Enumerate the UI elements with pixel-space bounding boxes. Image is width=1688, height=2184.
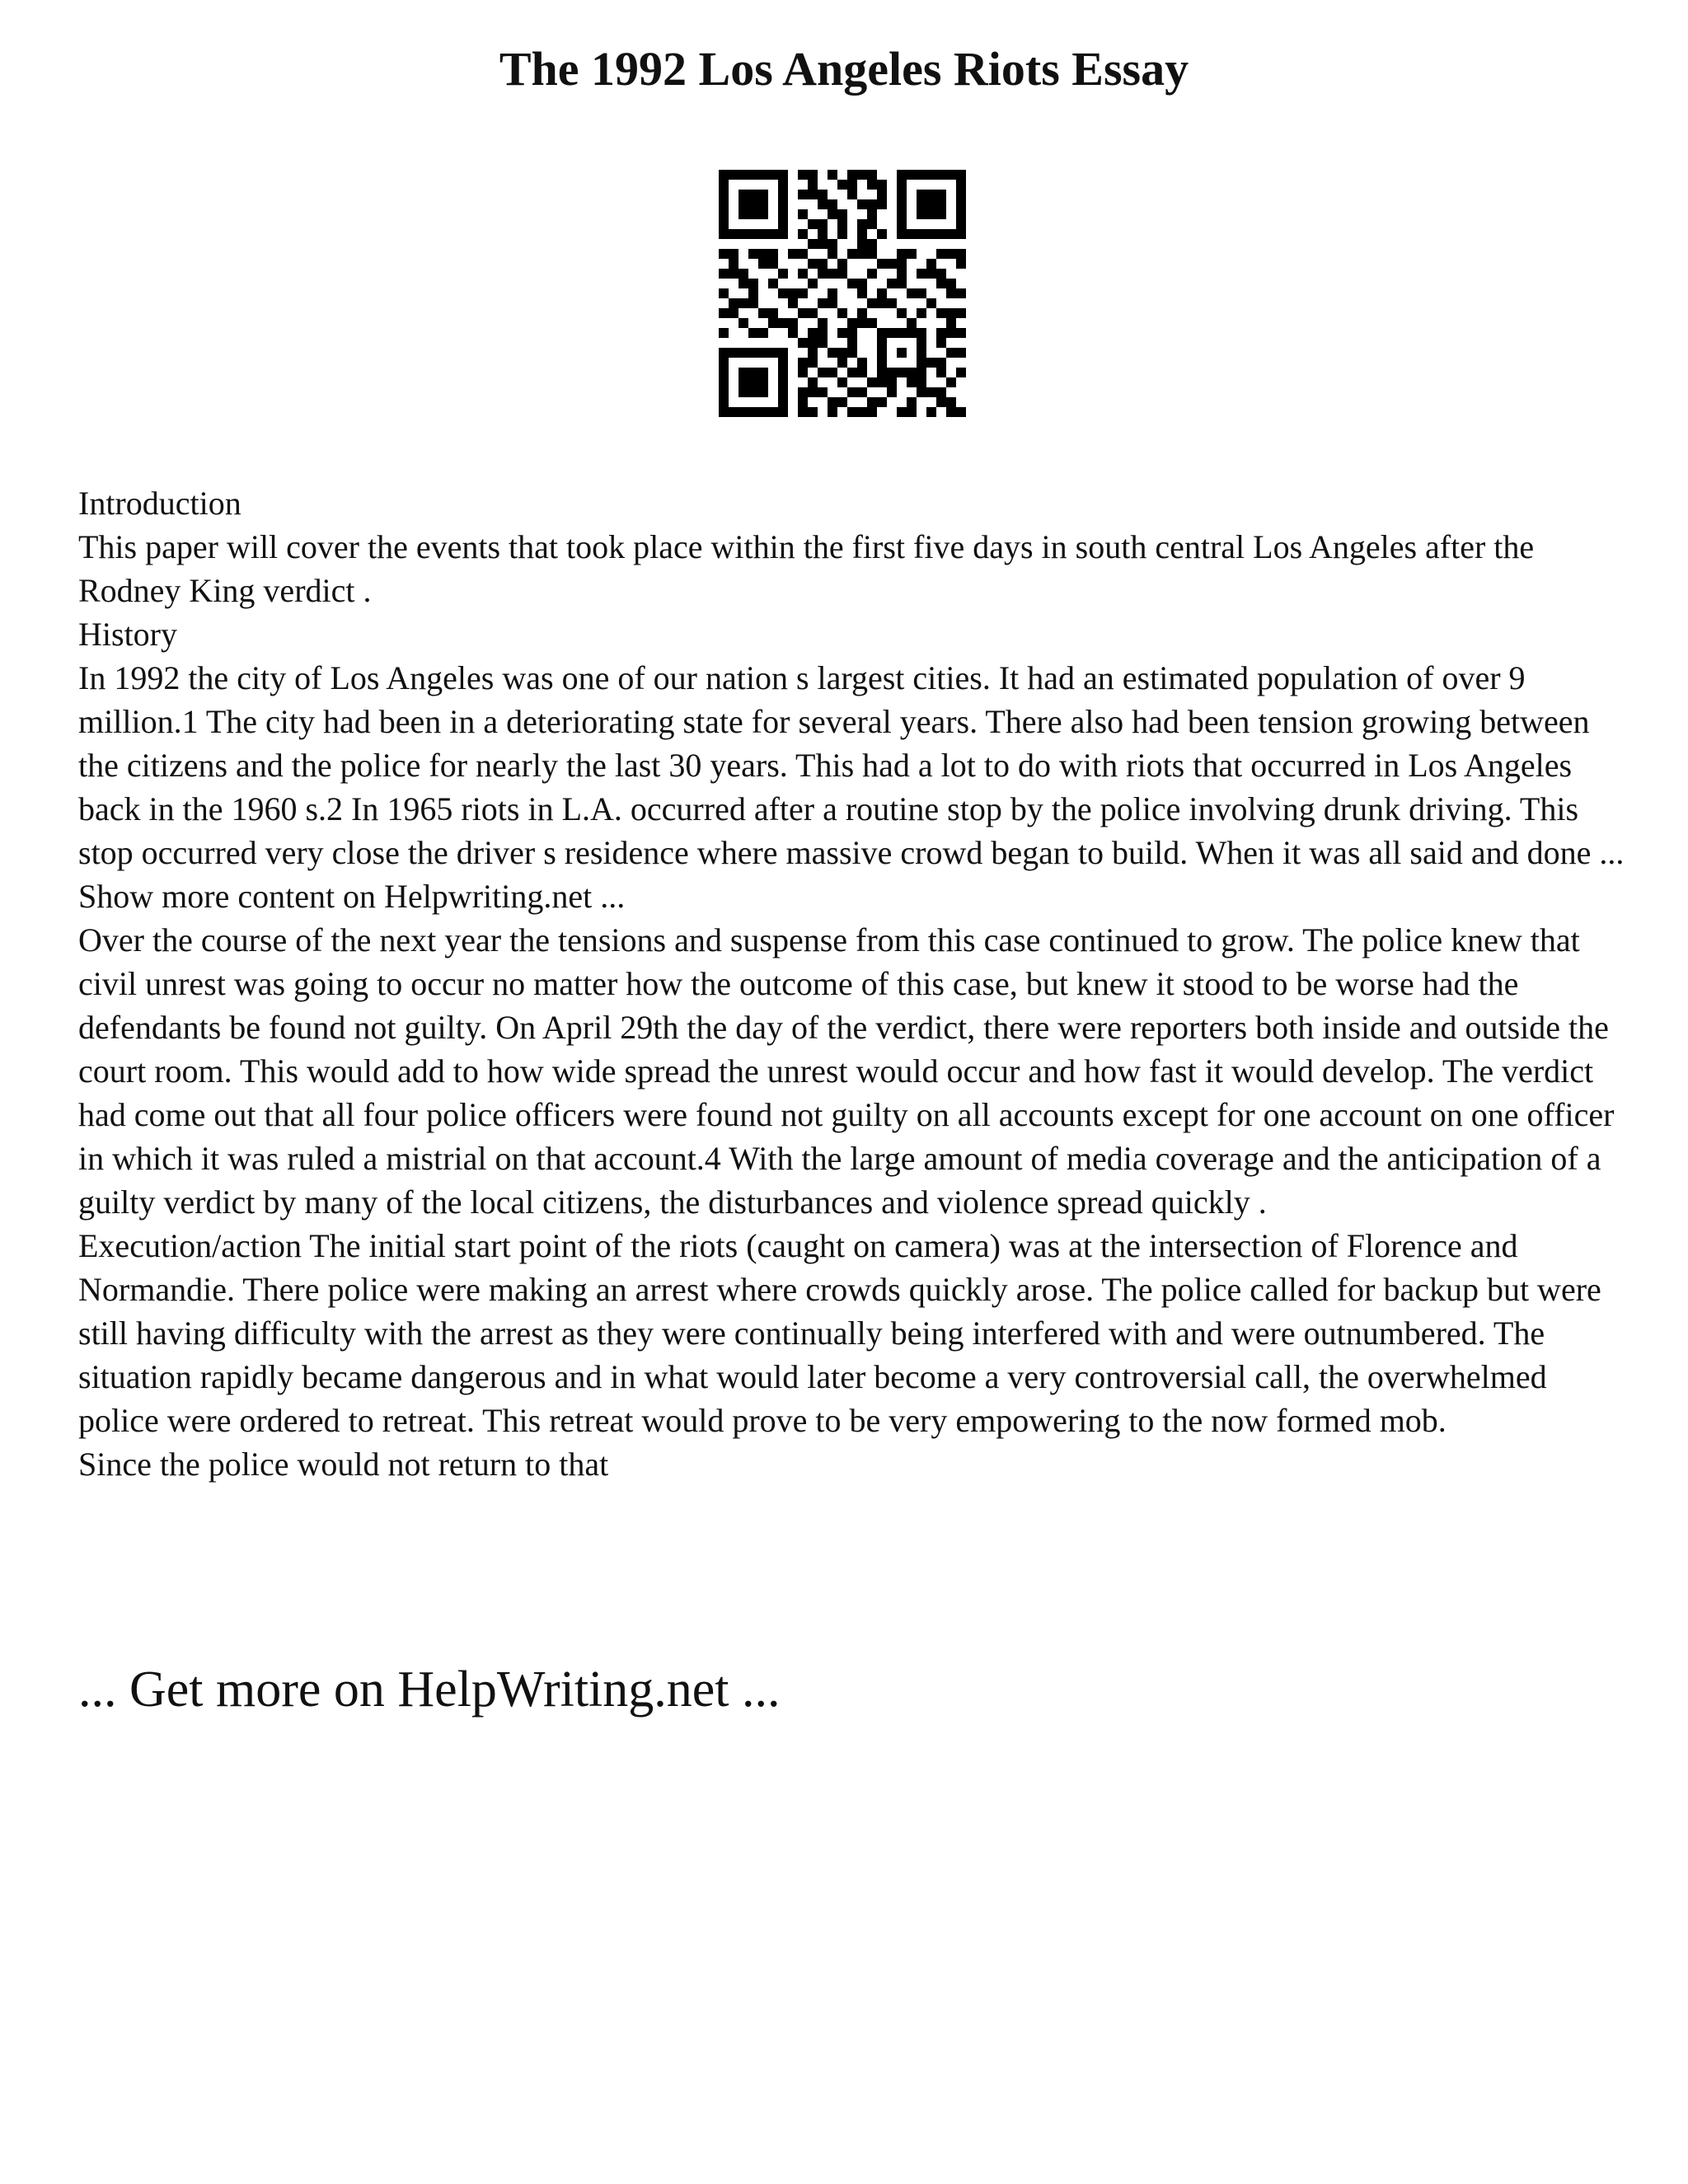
paragraph: Over the course of the next year the tensions and suspense from this case continued to grow. The police knew that civil unrest was going to occur no matter how the outcome of this case, but knew it stood to be worse had the defendants be found not guilty. On April 29th the day of the verdict, there were reporters both inside and outside the court room. This would add to how wide spread the unrest would occur and how fast it would develop. The verdict had come out that all four police officers were found not guilty on all accounts except for one account on one officer in which it was ruled a mistrial on that account.4 With the large amount of media coverage and the anticipation of a guilty verdict by many of the local citizens, the disturbances and violence spread quickly . bbox=[78, 921, 1615, 1221]
section-heading-introduction: Introduction bbox=[78, 485, 241, 522]
paragraph: Since the police would not return to that bbox=[78, 1446, 609, 1483]
section-heading-history: History bbox=[78, 616, 177, 653]
paragraph: In 1992 the city of Los Angeles was one of our nation s largest cities. It had an estimated population of over 9 million.1 The city had been in a deteriorating state for several years. There also had been tension growing between the citizens and the police for nearly the last 30 years. This had a lot to do with riots that occurred in Los Angeles back in the 1960 s.2 In 1965 riots in L.A. occurred after a routine stop by the police involving drunk driving. This stop occurred very close the driver s residence where massive crowd began to build. When it was all said and done ... Show more content on Helpwriting.net ... bbox=[78, 659, 1625, 915]
get-more-link[interactable]: ... Get more on HelpWriting.net ... bbox=[78, 1661, 781, 1718]
paragraph: This paper will cover the events that took place within the first five days in south central Los Angeles after the Rodney King verdict . bbox=[78, 528, 1535, 609]
page-title: The 1992 Los Angeles Riots Essay bbox=[499, 42, 1189, 96]
essay-body bbox=[78, 481, 1628, 1486]
qr-code-icon bbox=[719, 170, 966, 417]
paragraph: Execution/action The initial start point of the riots (caught on camera) was at the intersection of Florence and Normandie. There police were making an arrest where crowds quickly arose. The police called for backup but were still having difficulty with the arrest as they were continually being interfered with and were outnumbered. The situation rapidly became dangerous and in what would later become a very controversial call, the overwhelmed police were ordered to retreat. This retreat would prove to be very empowering to the now formed mob. bbox=[78, 1227, 1601, 1439]
